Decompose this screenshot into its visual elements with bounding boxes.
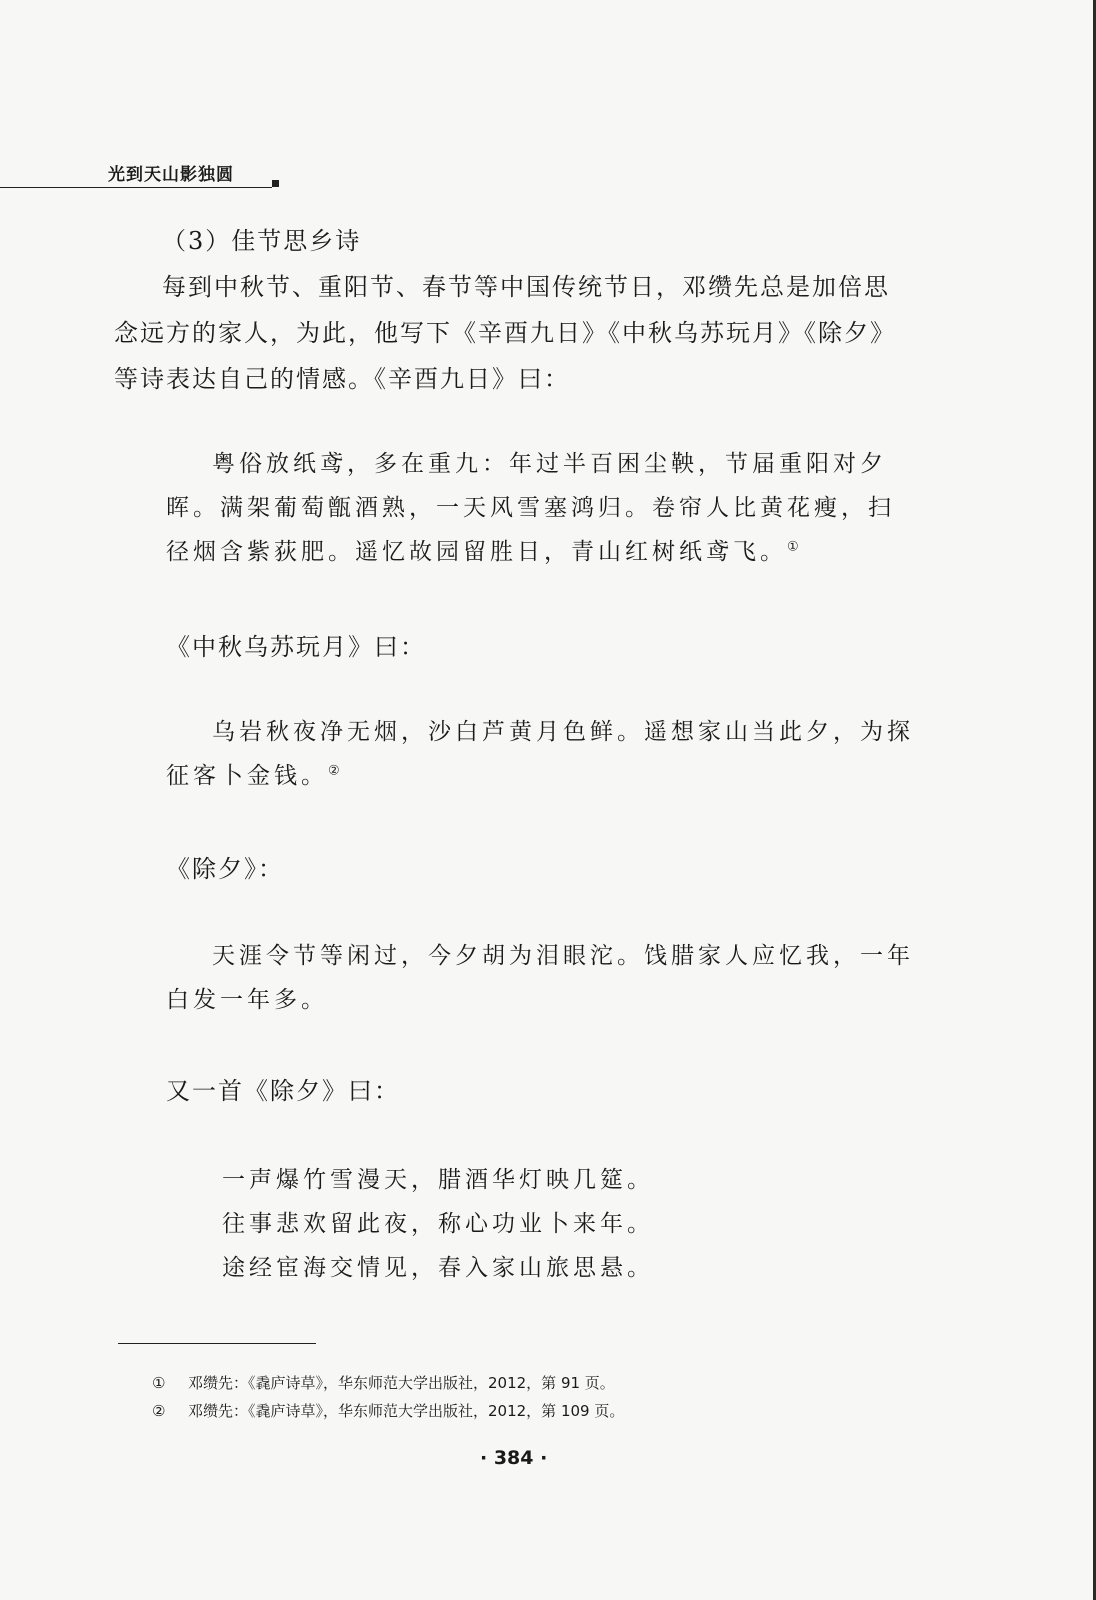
poem-chuxi: 天涯令节等闲过，今夕胡为泪眼沱。饯腊家人应忆我，一年白发一年多。: [166, 943, 914, 1013]
poem-zhongqiu-wanyue: [166, 710, 918, 798]
footnote-text: 邓缵先：《毳庐诗草》，华东师范大学出版社，2012，第 91 页。: [188, 1374, 615, 1392]
header-square-ornament: [272, 180, 279, 187]
poem-zhongqiu-text: 乌岩秋夜净无烟，沙白芦黄月色鲜。遥想家山当此夕，为探征客卜金钱。: [166, 719, 914, 789]
footnote-1: [152, 1370, 615, 1396]
poem-chuxi2-lines: [222, 1158, 922, 1290]
poem-zhongqiu-intro: 《中秋乌苏玩月》曰：: [166, 633, 426, 661]
footnote-text: 邓缵先：《毳庐诗草》，华东师范大学出版社，2012，第 109 页。: [188, 1402, 625, 1420]
poem-chuxi2-intro: 又一首《除夕》曰：: [166, 1077, 400, 1105]
page-number: · 384 ·: [480, 1447, 548, 1469]
poem-line: 一声爆竹雪漫天，腊酒华灯映几筵。: [222, 1167, 654, 1193]
running-header: 光到天山影独圆: [108, 165, 234, 185]
section-title: （3）佳节思乡诗: [162, 227, 362, 255]
footnote-rule: [118, 1343, 316, 1344]
intro-paragraph: 每到中秋节、重阳节、春节等中国传统节日，邓缵先总是加倍思念远方的家人，为此，他写下《辛酉九日》《中秋乌苏玩月》《除夕》等诗表达自己的情感。《辛酉九日》曰：: [114, 273, 896, 393]
footnote-ref-1: ①: [787, 539, 799, 555]
footnote-mark: ①: [152, 1374, 166, 1392]
poem-xinyou-jiuri: [166, 442, 918, 574]
poem-xinyou-text: 粤俗放纸鸢，多在重九：年过半百困尘鞅，节届重阳对夕晖。满架葡萄甑酒熟，一天风雪塞鸿归。卷帘人比黄花瘦，扫径烟含紫荻肥。遥忆故园留胜日，青山红树纸鸢飞。: [166, 451, 895, 565]
poem-line: 往事悲欢留此夜，称心功业卜来年。: [222, 1211, 654, 1237]
footnote-2: [152, 1398, 624, 1424]
footnote-mark: ②: [152, 1402, 166, 1420]
poem-line: 途经宦海交情见，春入家山旅思悬。: [222, 1255, 654, 1281]
footnote-ref-2: ②: [328, 763, 340, 779]
poem-chuxi-intro: 《除夕》：: [166, 855, 284, 883]
header-rule: [0, 187, 272, 188]
